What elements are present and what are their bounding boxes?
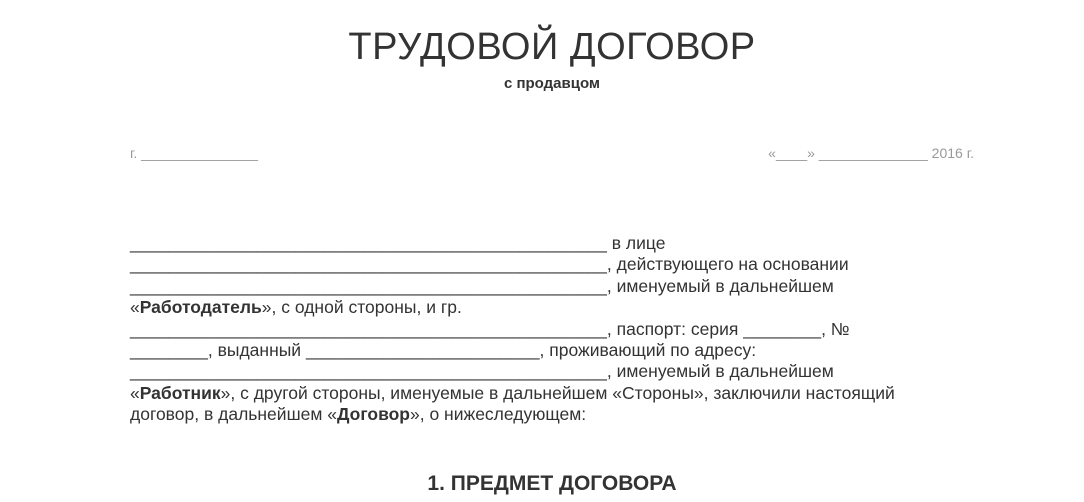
preamble-line-7: _________________________________________________, именуемый в дальнейшем: [130, 361, 834, 382]
preamble-line-5: _________________________________________________, паспорт: серия ________, №: [130, 318, 850, 339]
preamble-line-4-rest: », с одной стороны, и гр.: [261, 297, 462, 318]
document-title: ТРУДОВОЙ ДОГОВОР: [348, 26, 756, 68]
section-heading-1: 1. ПРЕДМЕТ ДОГОВОРА: [427, 472, 677, 495]
preamble-line-4: [130, 297, 990, 318]
employee-term: Работник: [139, 382, 221, 403]
preamble-line-3: _________________________________________________, именуемый в дальнейшем: [130, 275, 834, 296]
preamble-line-9: [130, 404, 990, 425]
quote-open: «: [130, 382, 140, 403]
preamble-line-2: _________________________________________________, действующего на основании: [130, 254, 849, 275]
quote-open: «: [130, 297, 140, 318]
contract-term: Договор: [336, 404, 410, 425]
preamble-line-9-pre: договор, в дальнейшем «: [130, 404, 337, 425]
date-field: «____» ______________ 2016 г.: [768, 145, 974, 161]
preamble-line-6: ________, выданный ________________________, проживающий по адресу:: [130, 340, 757, 361]
preamble-line-8-rest: », с другой стороны, именуемые в дальнейшем «Стороны», заключили настоящий: [220, 382, 895, 403]
document-subtitle: с продавцом: [503, 75, 601, 92]
contract-preamble: [130, 233, 990, 426]
place-field: г. _______________: [130, 145, 258, 161]
employer-term: Работодатель: [139, 297, 262, 318]
preamble-line-9-rest: », о нижеследующем:: [410, 404, 587, 425]
preamble-line-8: [130, 383, 990, 404]
preamble-line-1: _________________________________________________ в лице: [130, 233, 666, 253]
